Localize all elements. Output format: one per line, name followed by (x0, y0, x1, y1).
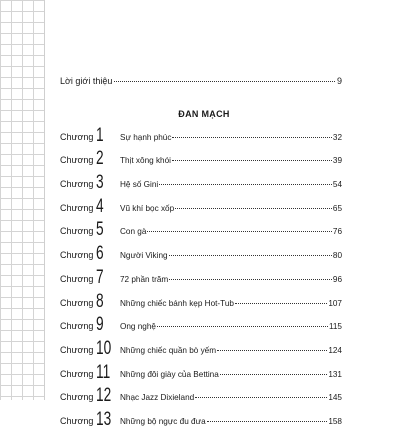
dot-leader (207, 420, 328, 422)
chapter-page-number: 96 (332, 274, 342, 284)
dot-leader (169, 254, 332, 256)
intro-page-number: 9 (336, 76, 342, 86)
chapter-number: 13 (96, 408, 112, 430)
chapter-label: Chương (60, 155, 94, 166)
chapter-title: Những bộ ngực đu đưa (120, 416, 206, 426)
chapter-label: Chương (60, 226, 94, 237)
chapter-page-number: 158 (328, 416, 342, 426)
dot-leader (235, 302, 327, 304)
intro-title: Lời giới thiệu (60, 76, 113, 86)
chapter-label: Chương (60, 392, 94, 403)
chapter-label: Chương (60, 415, 94, 426)
chapter-number: 4 (96, 195, 104, 217)
toc-row[interactable] (60, 263, 342, 287)
chapter-label: Chương (60, 273, 94, 284)
table-of-contents (60, 121, 342, 429)
toc-row[interactable] (60, 311, 342, 335)
chapter-page-number: 115 (328, 322, 342, 332)
chapter-label: Chương (60, 321, 94, 332)
chapter-page-number: 54 (332, 180, 342, 190)
dot-leader (172, 136, 331, 138)
section-heading: ĐAN MẠCH (178, 109, 230, 119)
chapter-label: Chương (60, 368, 94, 379)
chapter-page-number: 107 (328, 298, 342, 308)
chapter-number: 11 (96, 361, 111, 383)
toc-row[interactable] (60, 358, 342, 382)
chapter-page-number: 65 (332, 203, 342, 213)
toc-row[interactable] (60, 216, 342, 240)
chapter-title: Những chiếc bánh kẹp Hot-Tub (120, 298, 234, 308)
chapter-number: 10 (96, 337, 112, 359)
chapter-number: 7 (96, 266, 104, 288)
chapter-label: Chương (60, 202, 94, 213)
chapter-label: Chương (60, 179, 94, 190)
chapter-number: 3 (96, 172, 104, 194)
chapter-page-number: 131 (328, 369, 342, 379)
dot-leader (220, 373, 328, 375)
chapter-page-number: 39 (332, 156, 342, 166)
chapter-title: Hệ số Gini (120, 180, 159, 190)
chapter-page-number: 124 (328, 345, 342, 355)
chapter-number: 1 (96, 124, 104, 146)
chapter-page-number: 145 (328, 393, 342, 403)
dot-leader (175, 207, 332, 209)
dot-leader (114, 80, 335, 82)
toc-row[interactable] (60, 145, 342, 169)
dot-leader (147, 230, 331, 232)
dot-leader (157, 325, 328, 327)
chapter-title: Người Viking (120, 251, 168, 261)
chapter-label: Chương (60, 131, 94, 142)
dot-leader (195, 396, 327, 398)
chapter-page-number: 32 (332, 132, 342, 142)
chapter-label: Chương (60, 297, 94, 308)
chapter-label: Chương (60, 250, 94, 261)
chapter-page-number: 80 (332, 251, 342, 261)
toc-row[interactable] (60, 287, 342, 311)
chapter-title: 72 phần trăm (120, 274, 169, 284)
toc-intro-entry[interactable] (60, 76, 342, 86)
chapter-number: 9 (96, 314, 104, 336)
chapter-number: 2 (96, 148, 104, 170)
dot-leader (159, 183, 332, 185)
toc-row[interactable] (60, 239, 342, 263)
chapter-label: Chương (60, 344, 94, 355)
graph-paper-margin (0, 0, 45, 400)
chapter-number: 5 (96, 219, 104, 241)
chapter-title: Vũ khí bọc xốp (120, 203, 175, 213)
chapter-number: 6 (96, 243, 104, 265)
dot-leader (172, 159, 332, 161)
chapter-title: Nhạc Jazz Dixieland (120, 393, 195, 403)
toc-row[interactable] (60, 192, 342, 216)
chapter-title: Sự hạnh phúc (120, 132, 172, 142)
chapter-title: Con gà (120, 227, 147, 237)
chapter-title: Những đôi giày của Bettina (120, 369, 219, 379)
chapter-title: Ong nghệ (120, 322, 156, 332)
chapter-number: 8 (96, 290, 104, 312)
chapter-title: Thịt xông khói (120, 156, 171, 166)
dot-leader (169, 278, 332, 280)
chapter-number: 12 (96, 385, 112, 407)
chapter-page-number: 76 (332, 227, 342, 237)
dot-leader (217, 349, 327, 351)
toc-row[interactable] (60, 382, 342, 406)
chapter-title: Những chiếc quần bò yếm (120, 345, 217, 355)
toc-row[interactable] (60, 405, 342, 429)
toc-row[interactable] (60, 121, 342, 145)
toc-row[interactable] (60, 168, 342, 192)
toc-row[interactable] (60, 334, 342, 358)
